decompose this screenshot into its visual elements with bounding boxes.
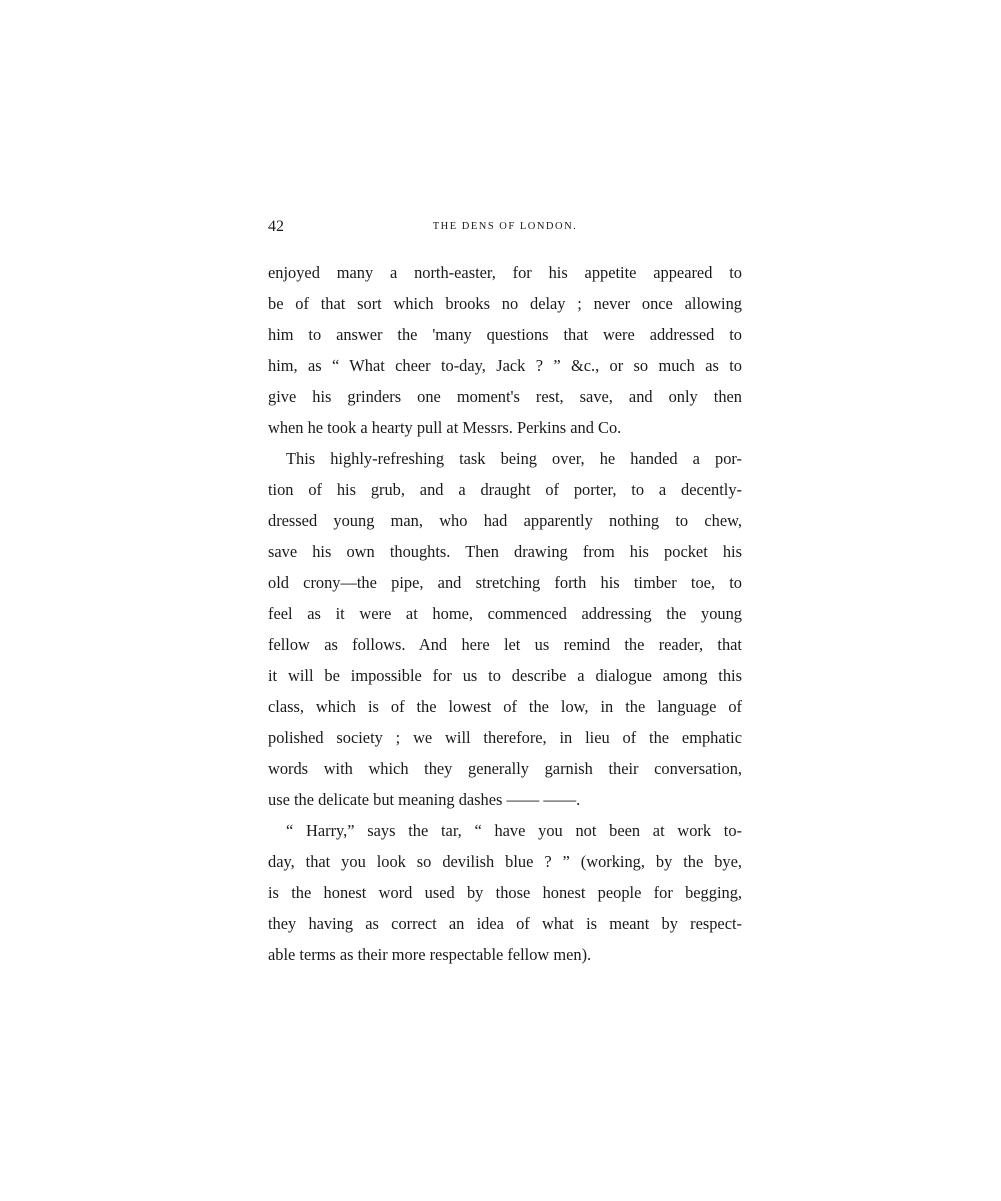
running-head [268, 216, 742, 238]
text-line: feel as it were at home, commenced addressing the young [268, 604, 742, 623]
text-line: This highly-refreshing task being over, he handed a por- [286, 449, 742, 468]
text-line: use the delicate but meaning dashes —— ——. [268, 790, 581, 809]
text-line: is the honest word used by those honest people for begging, [268, 883, 742, 902]
text-line: able terms as their more respectable fellow men). [268, 945, 592, 964]
text-line: dressed young man, who had apparently nothing to chew, [268, 511, 742, 530]
body-text [268, 260, 742, 973]
text-line: it will be impossible for us to describe a dialogue among this [268, 666, 742, 685]
text-line: when he took a hearty pull at Messrs. Perkins and Co. [268, 418, 622, 437]
text-line: him, as “ What cheer to-day, Jack ? ” &c., or so much as to [268, 356, 742, 375]
text-line: tion of his grub, and a draught of porter, to a decently- [268, 480, 742, 499]
text-line: “ Harry,” says the tar, “ have you not been at work to- [286, 821, 742, 840]
paragraph-2 [268, 446, 742, 818]
text-line: be of that sort which brooks no delay ; never once allowing [268, 294, 742, 313]
paragraph-3 [268, 818, 742, 973]
page-number: 42 [268, 218, 284, 235]
text-line: polished society ; we will therefore, in lieu of the emphatic [268, 728, 742, 747]
text-line: enjoyed many a north-easter, for his appetite appeared to [268, 263, 742, 282]
paragraph-1 [268, 260, 742, 446]
text-line: him to answer the 'many questions that were addressed to [268, 325, 742, 344]
running-title: THE DENS OF LONDON. [432, 221, 578, 232]
text-line: words with which they generally garnish their conversation, [268, 759, 742, 778]
text-line: day, that you look so devilish blue ? ” (working, by the bye, [268, 852, 742, 871]
text-line: class, which is of the lowest of the low, in the language of [268, 697, 742, 716]
text-line: give his grinders one moment's rest, save, and only then [268, 387, 742, 406]
text-line: they having as correct an idea of what is meant by respect- [268, 914, 742, 933]
text-line: fellow as follows. And here let us remind the reader, that [268, 635, 742, 654]
text-line: old crony—the pipe, and stretching forth his timber toe, to [268, 573, 742, 592]
text-line: save his own thoughts. Then drawing from his pocket his [268, 542, 742, 561]
